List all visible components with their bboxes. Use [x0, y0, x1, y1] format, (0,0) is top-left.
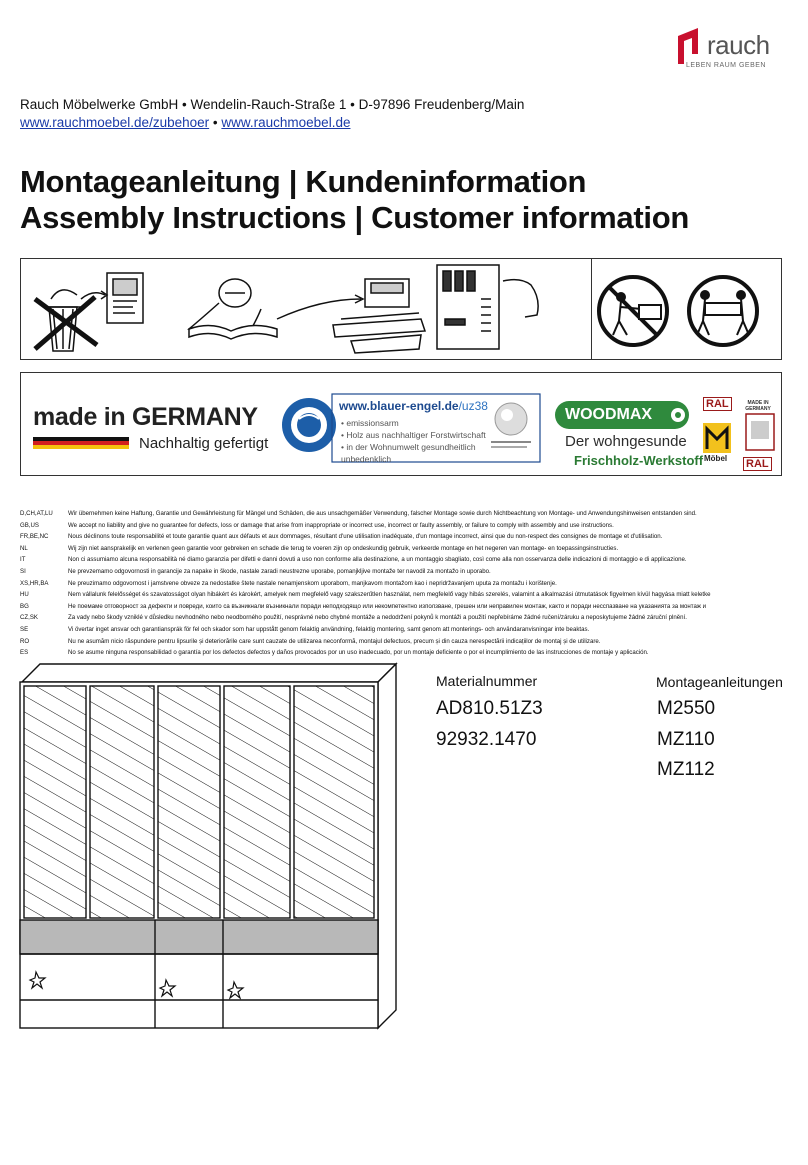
mirror-door-3 [158, 686, 220, 918]
disclaimer-row: D,CH,AT,LU Wir übernehmen keine Haftung, Garantie und Gewährleistung für Mängel und Schäden, die aus unsachgemäßer Verwendung, falscher Montage sowie durch Nichtbeachtung von Montage- und Anwendungshinweisen entstanden sind. [20, 510, 697, 517]
instructions-pictogram-box [20, 258, 782, 360]
logo-brand: rauch [707, 30, 770, 60]
mirror-door-1 [24, 686, 86, 918]
disclaimer-list [20, 508, 790, 659]
disclaimer-row: XS,HR,BA Ne preuzimamo odgovornost i jamstvene obveze za nedostatke štete nastale nenamjenskom uporabom, manjkavom montažom kao i nepridržavanjem uputa za montažu i korištenje. [20, 579, 557, 587]
instruction-page-icon [437, 265, 538, 349]
page-title-en: Assembly Instructions | Customer information [20, 200, 689, 235]
montage-number: M2550 [657, 698, 716, 719]
moebel-label: Möbel [704, 454, 728, 463]
mirror-door-2 [90, 686, 154, 918]
golden-m-label: MADE IN GERMANY [745, 400, 771, 412]
disclaimer-row: RO Nu ne asumăm nicio răspundere pentru lipsurile și deteriorările care sunt cauzate de utilizarea neconformă, montajul defectuos, precum și din cauza nerespectării indicațiilor de montaj și de utilizare. [20, 637, 601, 645]
grey-drawer-panel [20, 920, 378, 954]
made-in-germany-seal-icon [745, 413, 775, 453]
blauer-engel-list: • emissionsarm • Holz aus nachhaltiger Forstwirtschaft • in der Wohnumwelt gesundheitlich unbedenklich [341, 418, 486, 464]
wardrobe-top [22, 664, 396, 682]
accessories-link[interactable]: www.rauchmoebel.de/zubehoer [20, 115, 210, 130]
montageanleitungen-label: Montageanleitungen [656, 674, 783, 690]
disclaimer-row: CZ,SK Za vady nebo škody vzniklé v důsledku nevhodného nebo neodborného použití, nesprávné nebo chybné montáže a nedodržení pokynů k montáži a použití nepřebíráme žádné ručení/záruku a neposkytujeme žádné záruční plnění. [20, 614, 687, 622]
woodmax-gear-icon [669, 406, 687, 424]
logo-red-mark [678, 28, 698, 64]
disclaimer-row: NL Wij zijn niet aansprakelijk en verlenen geen garantie voor gebreken en schade die terug te voeren zijn op ondeskundig gebruik, verkeerde montage en het negeren van montage- en toepassingsinstructies. [20, 544, 619, 552]
logo-tagline: LEBEN RAUM GEBEN [686, 62, 766, 69]
montage-number: MZ112 [657, 759, 715, 780]
pictogram-strip [21, 259, 783, 361]
woodmax-line2: Frischholz-Werkstoff [574, 453, 704, 468]
page-title-de: Montageanleitung | Kundeninformation [20, 164, 587, 199]
file-folder-icon [333, 279, 425, 353]
material-number: 92932.1470 [436, 729, 537, 750]
mirror-door-4 [224, 686, 290, 918]
link-separator: • [212, 115, 218, 130]
wardrobe-illustration [18, 660, 398, 1030]
golden-m-icon [703, 423, 731, 453]
disclaimer-row: IT Non ci assumiamo alcuna responsabilità né diamo garanzia per difetti e danni dovuti a uso non conforme alla destinazione, a un montaggio sbagliato, così come alla non osservanza delle indicazioni di montaggio e di applicazione. [20, 556, 687, 564]
woodmax-line1: Der wohngesunde [565, 433, 687, 450]
ral-label-top: RAL [703, 397, 732, 411]
mirror-door-5 [294, 686, 374, 918]
nachhaltig-label: Nachhaltig gefertigt [139, 435, 269, 452]
wardrobe-side [378, 664, 396, 1028]
blauer-engel-icon [279, 389, 339, 461]
pictogram-divider [591, 259, 592, 359]
header-links [20, 115, 350, 130]
disclaimer-row: HU Nem vállalunk felelősséget és szavatosságot olyan hibákért és károkért, amelyek nem megfelelő vagy szakszerűtlen használat, nem megfelelő vagy hibás szerelés, valamint a alkalmazási útmutatások figyelmen kívül hagyása miatt keletke [20, 591, 711, 599]
woodmax-badge: WOODMAX [555, 401, 689, 429]
materialnummer-label: Materialnummer [436, 673, 538, 689]
sustainability-award-icon [483, 397, 539, 455]
disclaimer-row: FR,BE,NC Nous déclinons toute responsabilité et toute garantie quant aux défauts et aux dommages, résultant d'une utilisation inadéquate, d'un montage incorrect, ainsi que du non-respect des consignes de montage et d'utilisation. [20, 533, 663, 541]
disclaimer-row: SI Ne prevzemamo odgovornosti in garancije za napake in škode, nastale zaradi neustrezne uporabe, pomanjkljive montaže ter navodil za montažo in uporabo. [20, 567, 491, 575]
disclaimer-row: ES No se asume ninguna responsabilidad o garantía por los defectos defectos y daños provocados por un uso inadecuado, por un montaje deficiente o por el incumplimiento de las instrucciones de montaje y aplicación. [20, 649, 649, 657]
montage-number: MZ110 [657, 729, 715, 750]
company-address: Rauch Möbelwerke GmbH • Wendelin-Rauch-Straße 1 • D-97896 Freudenberg/Main [20, 97, 525, 112]
two-person-assembly-icon [689, 277, 757, 345]
no-single-person-icon [599, 277, 667, 345]
website-link[interactable]: www.rauchmoebel.de [221, 115, 351, 130]
disclaimer-row: BG Не поемаме отговорност за дефекти и повреди, които са възникнали възникнали поради неподходящо или некомпетентно използване, грешен или неправилен монтаж, както и поради несспазване на указанията за монтаж и [20, 602, 707, 610]
made-in-germany-label: made in GERMANY [33, 403, 258, 431]
material-number: AD810.51Z3 [436, 698, 543, 719]
blauer-engel-url: www.blauer-engel.de/uz38 [339, 399, 488, 413]
crossed-trash-icon [35, 290, 97, 351]
disclaimer-row: GB,US We accept no liability and give no guarantee for defects, loss or damage that arise from inappropriate or incorrect use, incorrect or faulty assembly, or failure to comply with assembly and use instructions. [20, 521, 614, 529]
disclaimer-row: SE Vi övertar inget ansvar och garantiansprák för fel och skador som har uppstått genom felaktig användning, felaktig montering, samt genom att monterings- och användaranvisningar inte beaktas. [20, 625, 590, 633]
ral-label-bottom: RAL [743, 457, 772, 471]
german-flag-bar [33, 437, 129, 449]
certification-box [20, 372, 782, 476]
